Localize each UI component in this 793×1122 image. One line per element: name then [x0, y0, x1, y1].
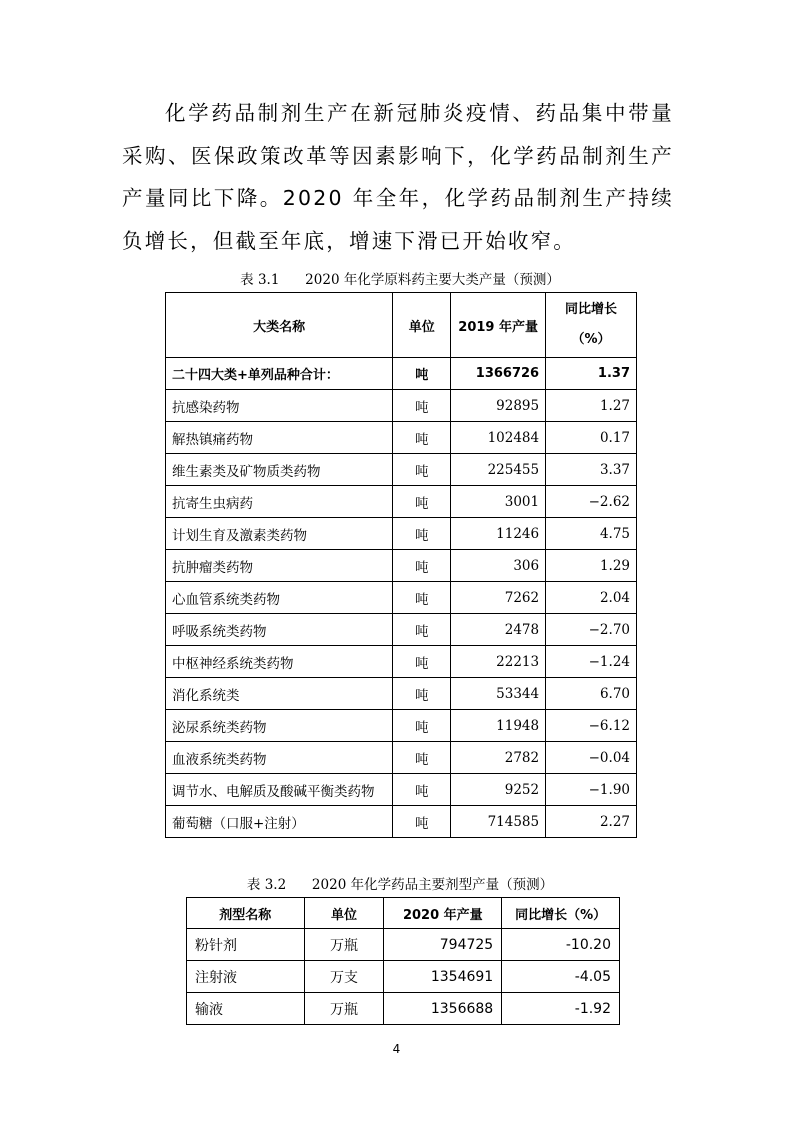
table-raw-material-output: [165, 292, 637, 838]
row-category: 解热镇痛药物: [166, 422, 393, 454]
row-unit: 吨: [393, 390, 451, 422]
table-total-row: [166, 358, 637, 390]
row-category: 抗寄生虫病药: [166, 486, 393, 518]
table-dosage-form-output: [186, 897, 620, 1025]
row-unit: 吨: [393, 550, 451, 582]
row-dosage-form: 注射液: [187, 961, 305, 993]
row-output: 92895: [451, 390, 546, 422]
row-output: 2478: [451, 614, 546, 646]
row-growth: 0.17: [546, 422, 637, 454]
row-output: 3001: [451, 486, 546, 518]
row-unit: 万瓶: [304, 929, 384, 961]
table-row: [166, 774, 637, 806]
row-category: 计划生育及激素类药物: [166, 518, 393, 550]
row-growth: −1.90: [546, 774, 637, 806]
row-category: 维生素类及矿物质类药物: [166, 454, 393, 486]
row-category: 抗感染药物: [166, 390, 393, 422]
table-row: [166, 390, 637, 422]
header-yoy-label: 同比增长: [565, 302, 618, 317]
table-row: [166, 486, 637, 518]
table-row: [187, 993, 620, 1025]
row-growth: -4.05: [502, 961, 620, 993]
table-row: [187, 961, 620, 993]
row-growth: −1.24: [546, 646, 637, 678]
header-yoy-unit: （%）: [571, 332, 611, 347]
row-output: 53344: [451, 678, 546, 710]
header-unit: 单位: [393, 293, 451, 358]
header-output-2020: 2020 年产量: [384, 898, 502, 929]
table-row: [166, 806, 637, 838]
row-unit: 万瓶: [304, 993, 384, 1025]
row-output: 225455: [451, 454, 546, 486]
table-header-row: [166, 293, 637, 358]
total-output: 1366726: [451, 358, 546, 390]
table-row: [166, 614, 637, 646]
header-category: 大类名称: [166, 293, 393, 358]
body-paragraph: 化学药品制剂生产在新冠肺炎疫情、药品集中带量采购、医保政策改革等因素影响下，化学药品制剂生产产量同比下降。2020 年全年，化学药品制剂生产持续负增长，但截至年底，增速下滑已开始收窄。: [122, 101, 674, 253]
header-dosage-form: 剂型名称: [187, 898, 305, 929]
row-output: 306: [451, 550, 546, 582]
row-output: 102484: [451, 422, 546, 454]
row-category: 葡萄糖（口服+注射）: [166, 806, 393, 838]
row-category: 调节水、电解质及酸碱平衡类药物: [166, 774, 393, 806]
row-unit: 吨: [393, 646, 451, 678]
row-output: 11246: [451, 518, 546, 550]
row-unit: 吨: [393, 710, 451, 742]
row-unit: 吨: [393, 614, 451, 646]
row-growth: 1.27: [546, 390, 637, 422]
table1-caption: 表 3.1 2020 年化学原料药主要大类产量（预测）: [240, 272, 560, 288]
row-dosage-form: 粉针剂: [187, 929, 305, 961]
table-header-row: [187, 898, 620, 929]
table-row: [166, 422, 637, 454]
row-growth: 6.70: [546, 678, 637, 710]
total-growth: 1.37: [546, 358, 637, 390]
table-row: [166, 742, 637, 774]
row-output: 11948: [451, 710, 546, 742]
row-dosage-form: 输液: [187, 993, 305, 1025]
row-growth: −2.62: [546, 486, 637, 518]
row-category: 呼吸系统类药物: [166, 614, 393, 646]
row-output: 714585: [451, 806, 546, 838]
header-unit: 单位: [304, 898, 384, 929]
row-unit: 吨: [393, 454, 451, 486]
table-row: [166, 678, 637, 710]
table-row: [187, 929, 620, 961]
row-unit: 吨: [393, 518, 451, 550]
row-output: 9252: [451, 774, 546, 806]
row-growth: −0.04: [546, 742, 637, 774]
row-output: 1354691: [384, 961, 502, 993]
total-unit: 吨: [393, 358, 451, 390]
row-output: 2782: [451, 742, 546, 774]
row-unit: 吨: [393, 774, 451, 806]
page-number: 4: [392, 1042, 401, 1056]
row-unit: 吨: [393, 678, 451, 710]
row-unit: 吨: [393, 742, 451, 774]
row-category: 心血管系统类药物: [166, 582, 393, 614]
row-unit: 吨: [393, 422, 451, 454]
row-output: 7262: [451, 582, 546, 614]
row-growth: 2.04: [546, 582, 637, 614]
row-unit: 吨: [393, 486, 451, 518]
row-category: 泌尿系统类药物: [166, 710, 393, 742]
row-unit: 万支: [304, 961, 384, 993]
table-row: [166, 550, 637, 582]
table-row: [166, 582, 637, 614]
table-row: [166, 646, 637, 678]
row-growth: 4.75: [546, 518, 637, 550]
header-yoy-growth: [546, 293, 637, 358]
row-growth: -10.20: [502, 929, 620, 961]
header-output-2019: 2019 年产量: [451, 293, 546, 358]
row-output: 1356688: [384, 993, 502, 1025]
row-output: 22213: [451, 646, 546, 678]
table-row: [166, 454, 637, 486]
header-yoy-growth: 同比增长（%）: [502, 898, 620, 929]
row-growth: −6.12: [546, 710, 637, 742]
table-row: [166, 710, 637, 742]
row-growth: −2.70: [546, 614, 637, 646]
table-row: [166, 518, 637, 550]
total-label: 二十四大类+单列品种合计：: [166, 358, 393, 390]
row-growth: 3.37: [546, 454, 637, 486]
row-growth: -1.92: [502, 993, 620, 1025]
table2-caption: 表 3.2 2020 年化学药品主要剂型产量（预测）: [246, 877, 554, 893]
row-category: 血液系统类药物: [166, 742, 393, 774]
row-unit: 吨: [393, 806, 451, 838]
row-category: 消化系统类: [166, 678, 393, 710]
row-growth: 2.27: [546, 806, 637, 838]
row-growth: 1.29: [546, 550, 637, 582]
row-output: 794725: [384, 929, 502, 961]
row-category: 抗肿瘤类药物: [166, 550, 393, 582]
row-category: 中枢神经系统类药物: [166, 646, 393, 678]
row-unit: 吨: [393, 582, 451, 614]
